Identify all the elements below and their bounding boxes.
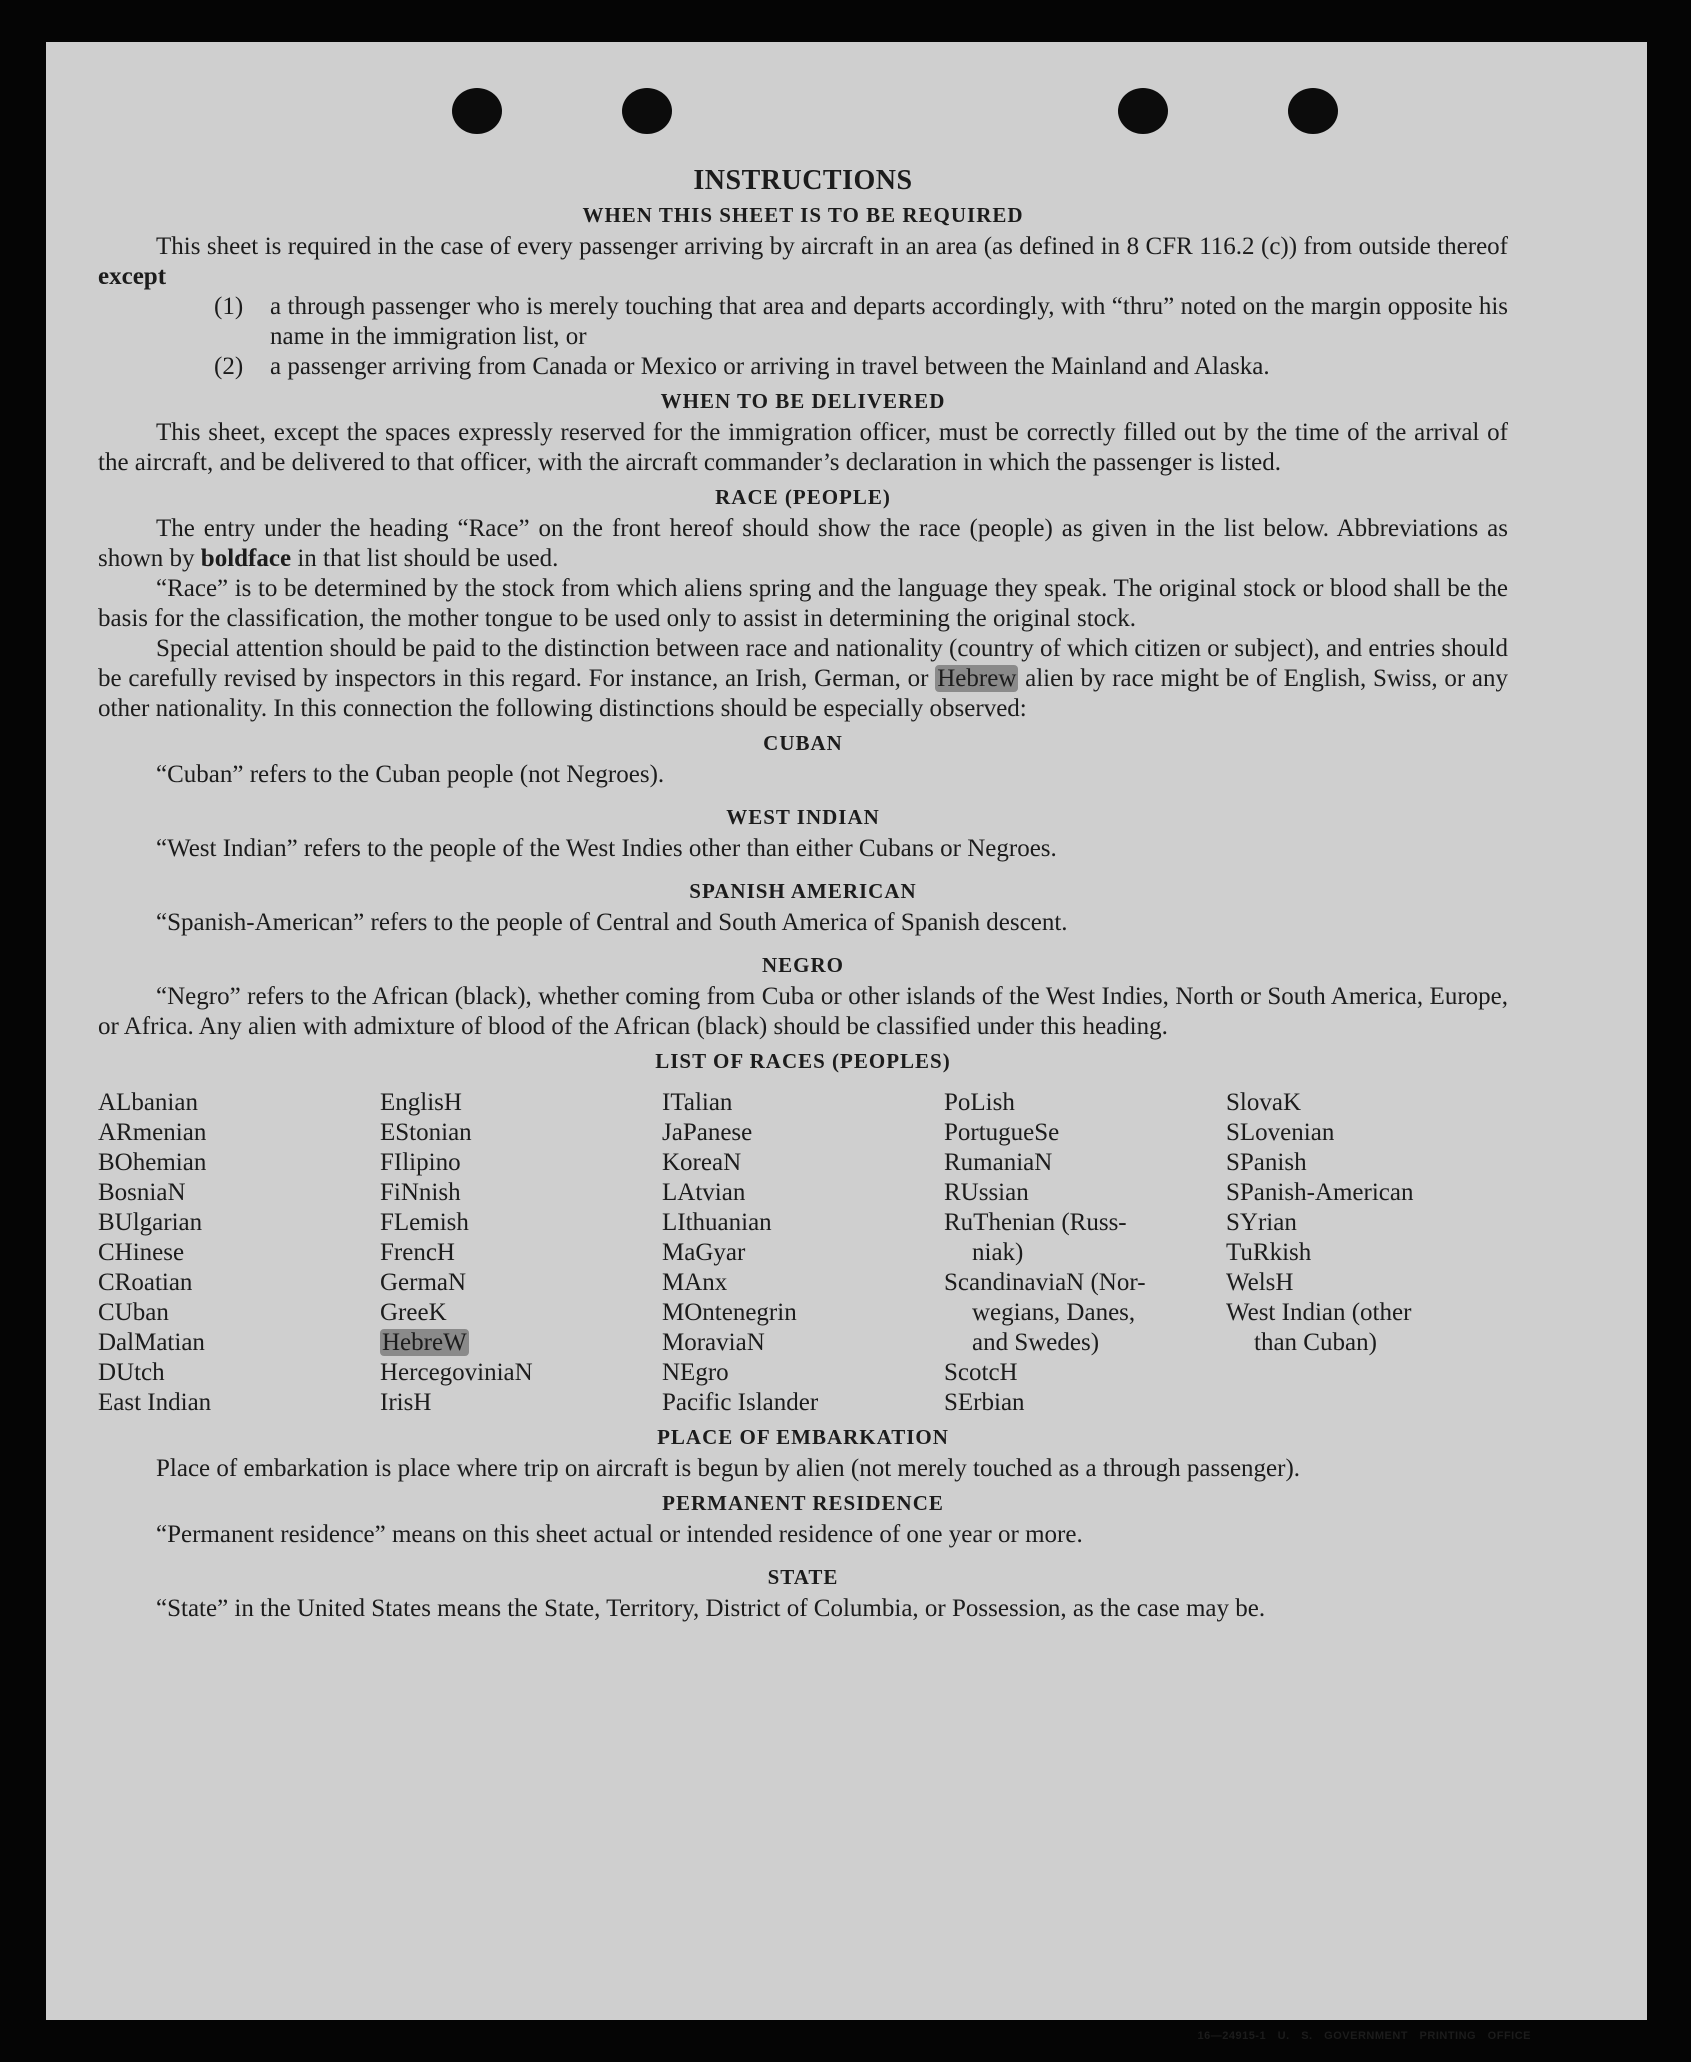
condition-2: [214, 352, 1508, 382]
races-column-5: [1226, 1088, 1508, 1418]
race-item-continued: and Swedes): [972, 1329, 1100, 1356]
condition-1: [214, 292, 1508, 352]
page-title: INSTRUCTIONS: [693, 165, 913, 196]
race-item: BosniaN: [98, 1179, 186, 1206]
race-text: The entry under the heading “Race” on the front hereof should show the race (people) as given in the list below. Abbreviations as shown by: [98, 515, 1508, 572]
smudged-word: HebreW: [382, 1329, 467, 1356]
intro-text: This sheet is required in the case of every passenger arriving by aircraft in an area (as defined in 8 CFR 116.2 (c)) from outside thereof: [156, 233, 1508, 260]
punch-hole: [1118, 88, 1168, 134]
race-item: Pacific Islander: [662, 1389, 819, 1416]
race-item: MaGyar: [662, 1239, 746, 1266]
race-item-continued: than Cuban): [1254, 1329, 1377, 1356]
race-item: RumaniaN: [944, 1149, 1053, 1176]
smudged-word: Hebrew: [937, 665, 1017, 692]
races-column-2: [380, 1088, 662, 1418]
state-text: “State” in the United States means the State, Territory, District of Columbia, or Possession, as the case may be.: [156, 1595, 1266, 1622]
list-of-races-heading: LIST OF RACES (PEOPLES): [655, 1049, 951, 1073]
race-item: WelsH: [1226, 1269, 1294, 1296]
race-text: Special attention should be paid to the distinction between race and nationality (country of which citizen or subject), and entries should be carefully revised by inspectors in this regard. For instance, an Irish, German, or: [98, 635, 1508, 692]
race-paragraph-2: “Race” is to be determined by the stock from which aliens spring and the language they speak. The original stock or blood shall be the basis for the classification, the mother tongue to be used only to assist in determining the original stock.: [98, 575, 1508, 632]
race-item: MAnx: [662, 1269, 728, 1296]
instructions-content: [98, 160, 1508, 1624]
form-number: 16—24915-1: [1197, 2030, 1267, 2042]
race-item: FIlipino: [380, 1149, 461, 1176]
races-column-1: [98, 1088, 380, 1418]
race-item: DUtch: [98, 1359, 165, 1386]
race-item: CUban: [98, 1299, 169, 1326]
residence-heading: PERMANENT RESIDENCE: [662, 1491, 944, 1515]
race-item: East Indian: [98, 1389, 212, 1416]
race-item: SYrian: [1226, 1209, 1297, 1236]
race-item: MOntenegrin: [662, 1299, 797, 1326]
race-item: ScandinaviaN (Nor-: [944, 1269, 1146, 1296]
race-item: NEgro: [662, 1359, 729, 1386]
when-required-heading: WHEN THIS SHEET IS TO BE REQUIRED: [582, 203, 1024, 227]
race-item: ALbanian: [98, 1089, 198, 1116]
condition-text: a passenger arriving from Canada or Mexico or arriving in travel between the Mainland and Alaska.: [270, 353, 1270, 380]
race-item: JaPanese: [662, 1119, 753, 1146]
race-item: SErbian: [944, 1389, 1025, 1416]
state-heading: STATE: [767, 1565, 839, 1589]
cuban-heading: CUBAN: [763, 731, 843, 755]
races-list: [98, 1088, 1508, 1418]
race-item: EnglisH: [380, 1089, 462, 1116]
race-item: RuThenian (Russ-: [944, 1209, 1127, 1236]
condition-number: (1): [214, 293, 244, 320]
embarkation-text: Place of embarkation is place where trip on aircraft is begun by alien (not merely touched as a through passenger).: [156, 1455, 1301, 1482]
cuban-text: “Cuban” refers to the Cuban people (not Negroes).: [156, 761, 665, 788]
race-paragraph-3: [98, 634, 1508, 724]
when-delivered-heading: WHEN TO BE DELIVERED: [660, 389, 946, 413]
race-text: in that list should be used.: [291, 545, 559, 572]
races-column-4: [944, 1088, 1226, 1418]
race-item: CHinese: [98, 1239, 185, 1266]
west-indian-heading: WEST INDIAN: [726, 805, 880, 829]
race-item: PortugueSe: [944, 1119, 1060, 1146]
punch-hole: [1288, 88, 1338, 134]
race-item: BOhemian: [98, 1149, 207, 1176]
race-item: KoreaN: [662, 1149, 742, 1176]
races-column-3: [662, 1088, 944, 1418]
race-item: ARmenian: [98, 1119, 207, 1146]
punch-hole: [622, 88, 672, 134]
race-item: LIthuanian: [662, 1209, 772, 1236]
intro-bold: except: [98, 263, 167, 290]
spanish-american-heading: SPANISH AMERICAN: [689, 879, 917, 903]
embarkation-heading: PLACE OF EMBARKATION: [657, 1425, 949, 1449]
race-item: FiNnish: [380, 1179, 461, 1206]
race-item-continued: wegians, Danes,: [972, 1299, 1136, 1326]
residence-text: “Permanent residence” means on this sheet actual or intended residence of one year or more.: [156, 1521, 1083, 1548]
race-item-smudged: [380, 1328, 662, 1358]
race-item: SPanish: [1226, 1149, 1307, 1176]
spanish-american-text: “Spanish-American” refers to the people of Central and South America of Spanish descent.: [156, 909, 1068, 936]
race-item: LAtvian: [662, 1179, 746, 1206]
race-item: MoraviaN: [662, 1329, 765, 1356]
race-item: ScotcH: [944, 1359, 1018, 1386]
race-item: CRoatian: [98, 1269, 193, 1296]
race-item: GermaN: [380, 1269, 467, 1296]
race-item: FrencH: [380, 1239, 455, 1266]
race-item: PoLish: [944, 1089, 1015, 1116]
when-required-intro: [98, 232, 1508, 292]
race-bold: boldface: [200, 545, 292, 572]
negro-heading: NEGRO: [761, 953, 844, 977]
race-item: FLemish: [380, 1209, 469, 1236]
race-item: IrisH: [380, 1389, 432, 1416]
race-item: RUssian: [944, 1179, 1029, 1206]
race-item: SPanish-American: [1226, 1179, 1414, 1206]
printer-credit: U. S. GOVERNMENT PRINTING OFFICE: [1277, 2030, 1531, 2042]
race-text: alien by race might be of English, Swiss, or any other nationality. In this connection the following distinctions should be especially observed:: [98, 665, 1508, 722]
race-paragraph-1: [98, 514, 1508, 574]
race-item: BUlgarian: [98, 1209, 203, 1236]
race-item: SlovaK: [1226, 1089, 1301, 1116]
race-item: HercegoviniaN: [380, 1359, 533, 1386]
race-item: GreeK: [380, 1299, 447, 1326]
race-item: EStonian: [380, 1119, 472, 1146]
race-item: TuRkish: [1226, 1239, 1312, 1266]
form-footer: [1197, 2030, 1531, 2042]
condition-text: a through passenger who is merely touching that area and departs accordingly, with “thru” noted on the margin opposite his name in the immigration list, or: [270, 293, 1508, 350]
west-indian-text: “West Indian” refers to the people of the West Indies other than either Cubans or Negroes.: [156, 835, 1057, 862]
race-item-continued: niak): [972, 1239, 1024, 1266]
punch-hole: [452, 88, 502, 134]
when-delivered-text: This sheet, except the spaces expressly reserved for the immigration officer, must be correctly filled out by the time of the arrival of the aircraft, and be delivered to that officer, with the aircraft commander’s declaration in which the passenger is listed.: [98, 419, 1508, 476]
condition-number: (2): [214, 353, 244, 380]
race-item: SLovenian: [1226, 1119, 1335, 1146]
race-heading: RACE (PEOPLE): [715, 485, 891, 509]
negro-text: “Negro” refers to the African (black), whether coming from Cuba or other islands of the West Indies, North or South America, Europe, or Africa. Any alien with admixture of blood of the African (black) should be classified under this heading.: [98, 983, 1508, 1040]
race-item: ITalian: [662, 1089, 733, 1116]
race-item: West Indian (other: [1226, 1299, 1412, 1326]
race-item: DalMatian: [98, 1329, 205, 1356]
